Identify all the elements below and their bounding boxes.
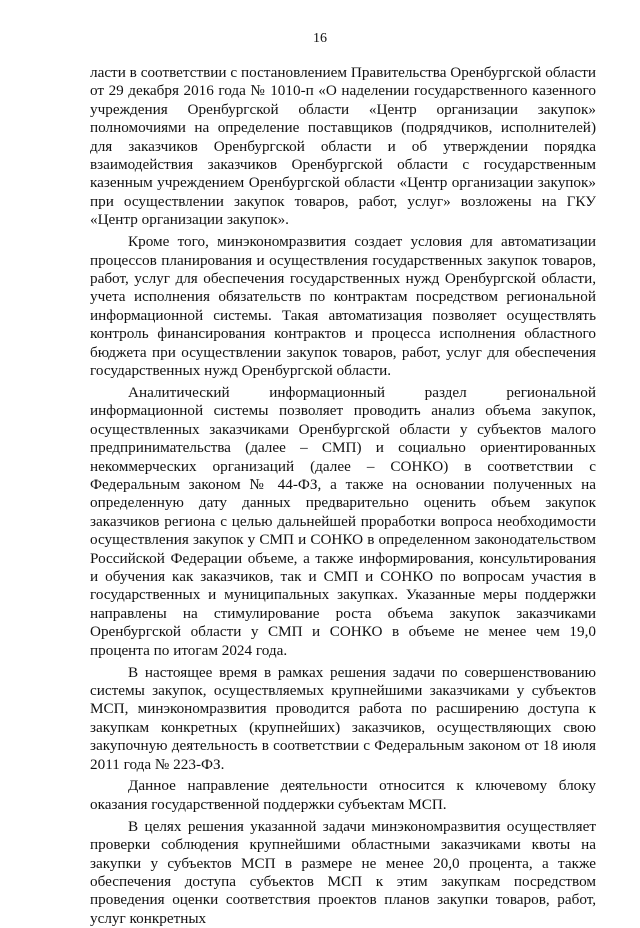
document-body [90,64,596,928]
paragraph-analytics: Аналитический информационный раздел региональной информационной системы позволяет проводить анализ объема закупок, осуществленных заказчиками Оренбургской области у субъектов малого предпринимательства (далее – СМП) и социально ориентированных некоммерческих организаций (далее – СОНКО) в соответствии с Федеральным законом № 44-ФЗ, а также на основании полученных на определенную дату данных предварительно оценить объем закупок заказчиков региона с целью дальнейшей проработки вопроса необходимости осуществления закупок у СМП и СОНКО в определенном законодательством Российской Федерации объеме, а также информирования, консультирования и обучения как заказчиков, так и СМП и СОНКО по вопросам участия в государственных и муниципальных закупках. Указанные меры поддержки направлены на стимулирование роста объема закупок заказчиками Оренбургской области у СМП и СОНКО в объеме не менее чем 19,0 процента по итогам 2024 года. [90,383,596,659]
paragraph-checks: В целях решения указанной задачи минэкономразвития осуществляет проверки соблюдения крупнейшими областными заказчиками квоты на закупки у субъектов МСП в размере не менее 20,0 процента, а также обеспечения доступа субъектов МСП к этим закупкам посредством проведения оценки соответствия проектов планов закупки товаров, работ, услуг конкретных [90,817,596,927]
paragraph-automation: Кроме того, минэкономразвития создает условия для автоматизации процессов планирования и осуществления государственных закупок товаров, работ, услуг для обеспечения государственных нужд Оренбургской области, учета исполнения обязательств по контрактам посредством региональной информационной системы. Такая автоматизация позволяет осуществлять контроль финансирования контрактов и процесса исполнения областного бюджета при осуществлении закупок товаров, работ, услуг для обеспечения государственных нужд Оренбургской области. [90,233,596,379]
paragraph-continuation: ласти в соответствии с постановлением Правительства Оренбургской области от 29 декабря 2016 года № 1010-п «О наделении государственного казенного учреждения Оренбургской области «Центр организации закупок» полномочиями на определение поставщиков (подрядчиков, исполнителей) для заказчиков Оренбургской области и об утверждении порядка взаимодействия заказчиков Оренбургской области с государственным казенным учреждением Оренбургской области «Центр организации закупок» при осуществлении закупок товаров, работ, услуг» возложены на ГКУ «Центр организации закупок». [90,64,596,229]
paragraph-key-block: Данное направление деятельности относится к ключевому блоку оказания государственной поддержки субъектам МСП. [90,777,596,813]
paragraph-current-work: В настоящее время в рамках решения задачи по совершенствованию системы закупок, осуществляемых крупнейшими заказчиками у субъектов МСП, минэкономразвития проводится работа по расширению доступа к закупкам конкретных (крупнейших) заказчиков, осуществляющих свою закупочную деятельность в соответствии с Федеральным законом от 18 июля 2011 года № 223-ФЗ. [90,663,596,773]
page-number: 16 [313,31,327,46]
